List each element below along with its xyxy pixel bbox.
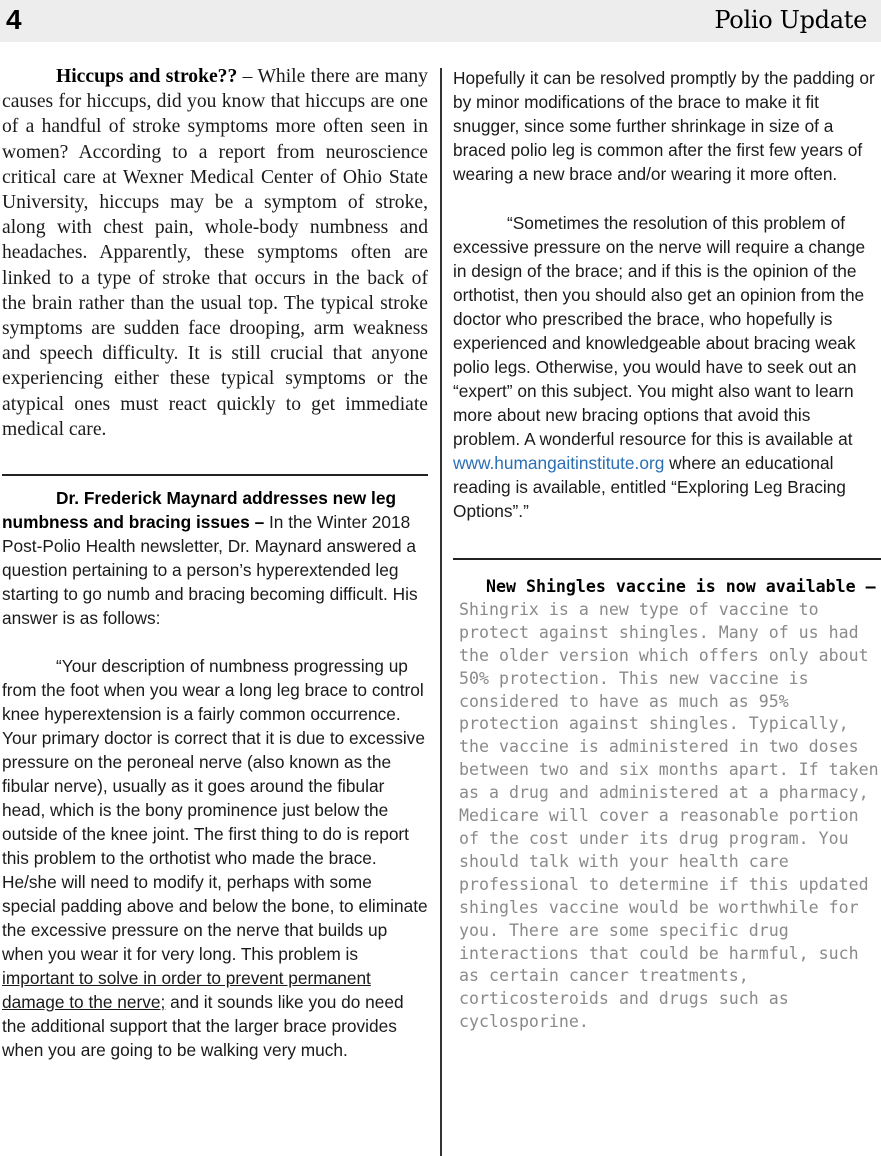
section-rule-right (453, 558, 881, 560)
maynard-heading: Dr. Frederick Maynard addresses new leg numbness and bracing issues (2, 488, 397, 533)
right-column (453, 66, 881, 1034)
humangait-link[interactable]: www.humangaitinstitute.org (453, 453, 665, 473)
page-number: 4 (6, 4, 22, 35)
quote2-text-after: where an educational reading is available, entitled “Exploring Leg Bracing Options”.” (453, 453, 846, 521)
maynard-intro-text: In the Winter 2018 Post-Polio Health newsletter, Dr. Maynard answered a question pertaining to a person’s hyperextended leg starting to go numb and bracing becoming difficult. His answer is as follows: (2, 512, 418, 629)
maynard-quote-1-continued: Hopefully it can be resolved promptly by the padding or by minor modifications of the brace to make it fit snugger, since some further shrinkage in size of a braced polio leg is common after the first few years of wearing a new brace and/or wearing it more often. (453, 68, 875, 184)
shingles-heading: New Shingles vaccine is now available – (486, 577, 876, 596)
maynard-dash: – (249, 512, 269, 533)
quote2-text: “Sometimes the resolution of this problem of excessive pressure on the nerve will require a change in design of the brace; and if this is the opinion of the orthotist, then you should also get an opinion from the doctor who prescribed the brace, who hopefully is experienced and knowledgeable about bracing weak polio legs. Otherwise, you would have to seek out an “expert” on this subject. You might also want to learn more about new bracing options that avoid this problem. A wonderful resource for this is available at (453, 213, 866, 449)
quote1-text: “Your description of numbness progressing up from the foot when you wear a long leg brace to control knee hyperextension is a fairly common occurrence. Your primary doctor is correct that it is due to excessive pressure on the peroneal nerve (also known as the fibular nerve), usually as it goes around the fibular head, which is the bony prominence just below the outside of the knee joint. The first thing to do is report this problem to the orthotist who made the brace. He/she will need to modify it, perhaps with some special padding above and below the bone, to eliminate the excessive pressure on the nerve that builds up when you wear it for very long. This problem is (2, 656, 428, 965)
left-column (2, 64, 428, 1062)
page-header (0, 0, 881, 42)
maynard-intro (2, 486, 428, 630)
publication-title: Polio Update (714, 6, 867, 34)
column-divider (440, 68, 442, 1156)
quote1-underlined: important to solve in order to prevent permanent damage to the nerve; (2, 968, 371, 1013)
hiccups-heading: Hiccups and stroke?? (56, 66, 238, 87)
shingles-body: Shingrix is a new type of vaccine to protect against shingles. Many of us had the older version which offers only about 50% protection. This new vaccine is considered to have as much as 95% protection against shingles. Typically, the vaccine is administered in two doses between two and six months apart. If taken as a drug and administered at a pharmacy, Medicare will cover a reasonable portion of the cost under its drug program. You should talk with your health care professional to determine if this updated shingles vaccine would be worthwhile for you. There are some specific drug interactions that could be harmful, such as certain cancer treatments, corticosteroids and drugs such as cyclosporine. (459, 599, 879, 1032)
maynard-quote-1 (2, 654, 428, 1062)
hiccups-dash: – (237, 66, 258, 87)
maynard-quote-2 (453, 211, 881, 523)
shingles-article (459, 576, 881, 1034)
hiccups-body: While there are many causes for hiccups, did you know that hiccups are one of a handful of stroke symptoms more often seen in women? According to a report from neuroscience critical care at Wexner Medical Center of Ohio State University, hiccups may be a symptom of stroke, along with chest pain, whole-body numbness and headaches. Apparently, these symptoms often are linked to a type of stroke that occurs in the back of the brain rather than the usual top. The typical stroke symptoms are sudden face drooping, arm weakness and speech difficulty. It is still crucial that anyone experiencing either these typical symptoms or the atypical ones must react quickly to get immediate medical care. (2, 66, 428, 440)
quote1-text-after: and it sounds like you do need the additional support that the larger brace provides when you are going to be walking very much. (2, 992, 404, 1061)
hiccups-article (2, 64, 428, 442)
section-rule (2, 474, 428, 476)
